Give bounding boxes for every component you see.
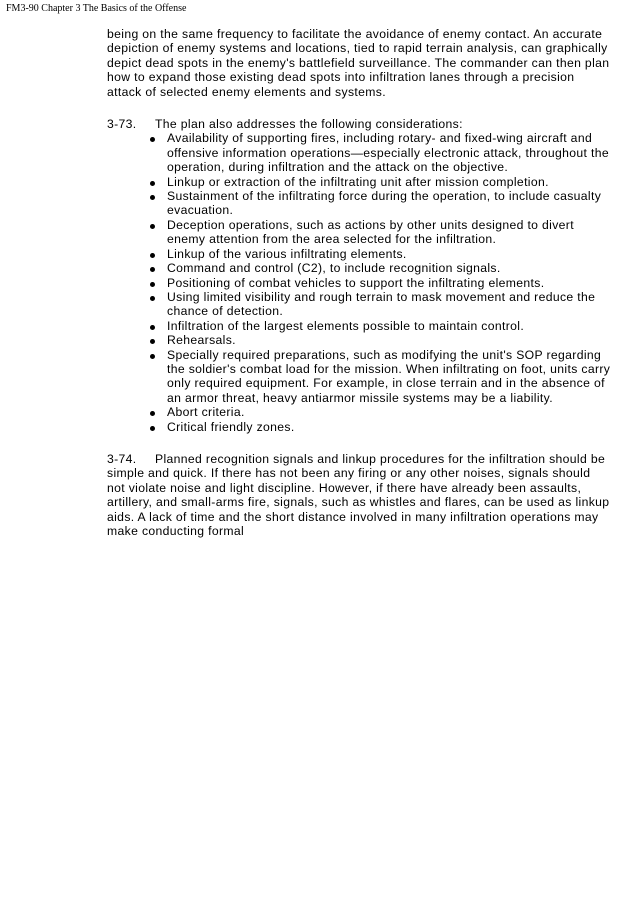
list-item: [107, 348, 612, 406]
bullet-icon: [150, 426, 155, 431]
list-item-text: Critical friendly zones.: [167, 419, 295, 434]
bullet-icon: [150, 195, 155, 200]
paragraph-text: Planned recognition signals and linkup procedures for the infiltration should be simple and quick. If there has not been any firing or any other noises, signals should not violate noise and light discipline. However, if there have already been assaults, artillery, and small-arms fire, signals, such as whistles and flares, can be used as linkup aids. A lack of time and the short distance involved in many infiltration operations may make conducting formal: [107, 451, 610, 538]
list-item: [107, 420, 612, 434]
paragraph-number: 3-74.: [107, 451, 137, 466]
bullet-icon: [150, 253, 155, 258]
list-item-text: Command and control (C2), to include recognition signals.: [167, 261, 501, 276]
list-item: [107, 247, 612, 261]
list-item: [107, 405, 612, 419]
list-item: [107, 290, 612, 319]
list-item-text: Abort criteria.: [167, 405, 245, 420]
document-body: [107, 27, 612, 538]
list-item: [107, 189, 612, 218]
list-item: [107, 261, 612, 275]
list-item-text: Sustainment of the infiltrating force during the operation, to include casualty evacuation.: [167, 189, 602, 218]
bullet-icon: [150, 411, 155, 416]
bullet-icon: [150, 325, 155, 330]
list-item: [107, 319, 612, 333]
bullet-icon: [150, 267, 155, 272]
intro-paragraph: being on the same frequency to facilitate the avoidance of enemy contact. An accurate depiction of enemy systems and locations, tied to rapid terrain analysis, can graphically depict dead spots in the enemy's battlefield surveillance. The commander can then plan how to expand those existing dead spots into infiltration lanes through a precision attack of selected enemy elements and systems.: [107, 27, 610, 99]
list-item-text: Specially required preparations, such as modifying the unit's SOP regarding the soldier's combat load for the mission. When infiltrating on foot, units carry only required equipment. For example, in close terrain and in the absence of an armor threat, heavy antiarmor missile systems may be a liability.: [167, 347, 611, 405]
paragraph-number: 3-73.: [107, 117, 137, 132]
bullet-icon: [150, 181, 155, 186]
list-item: [107, 276, 612, 290]
list-item-text: Deception operations, such as actions by other units designed to divert enemy attention from the area selected for the infiltration.: [167, 217, 574, 247]
list-item-text: Using limited visibility and rough terrain to mask movement and reduce the chance of detection.: [167, 289, 596, 319]
list-item: [107, 333, 612, 347]
list-item: [107, 175, 612, 189]
considerations-list: [107, 131, 612, 434]
page-header: FM3-90 Chapter 3 The Basics of the Offense: [6, 3, 187, 14]
bullet-icon: [150, 354, 155, 359]
list-item-text: Availability of supporting fires, including rotary- and fixed-wing aircraft and offensive information operations—especially electronic attack, throughout the operation, during infiltration and the attack on the objective.: [167, 131, 610, 175]
list-item-text: Rehearsals.: [167, 333, 236, 348]
list-item-text: Infiltration of the largest elements possible to maintain control.: [167, 318, 525, 333]
list-item-text: Linkup or extraction of the infiltrating unit after mission completion.: [167, 174, 549, 189]
list-item: [107, 131, 612, 174]
paragraph-3-73: [107, 117, 612, 131]
paragraph-3-74: [107, 452, 612, 538]
bullet-icon: [150, 224, 155, 229]
list-item-text: Linkup of the various infiltrating elements.: [167, 246, 407, 261]
list-item-text: Positioning of combat vehicles to support the infiltrating elements.: [167, 275, 545, 290]
paragraph-text: The plan also addresses the following considerations:: [155, 117, 463, 132]
bullet-icon: [150, 137, 155, 142]
bullet-icon: [150, 339, 155, 344]
list-item: [107, 218, 612, 247]
bullet-icon: [150, 296, 155, 301]
bullet-icon: [150, 282, 155, 287]
